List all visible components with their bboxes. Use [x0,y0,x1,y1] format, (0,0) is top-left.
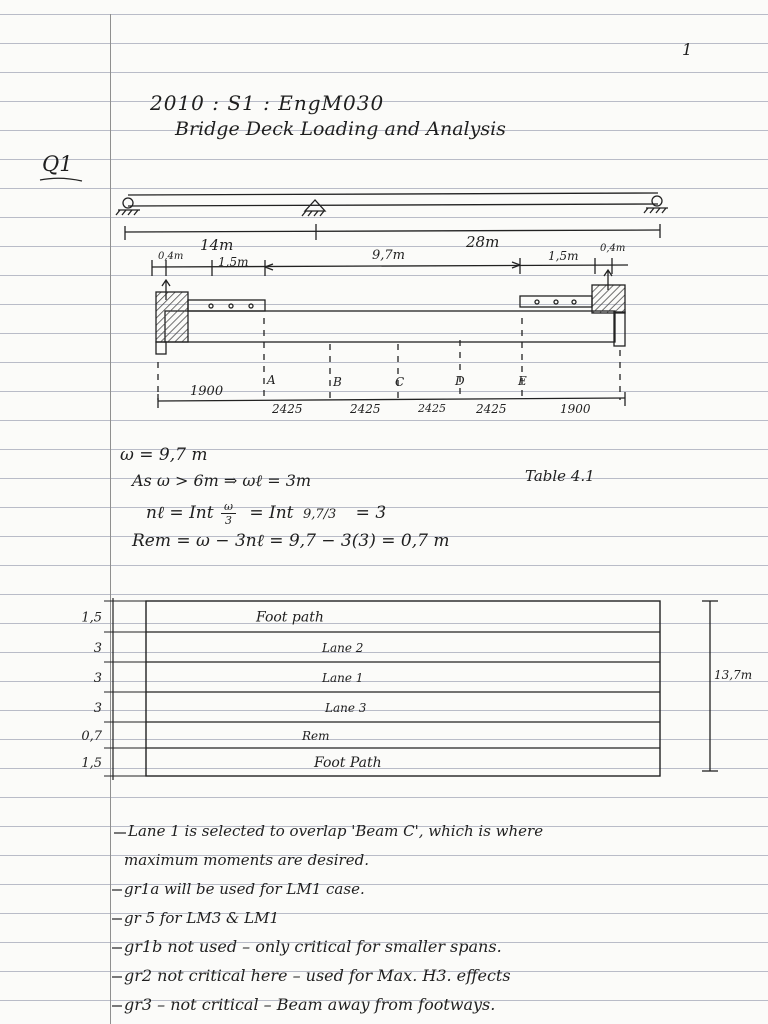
note-line-3: gr1a will be used for LM1 case. [124,880,365,898]
lane-table-total: 13,7m [714,668,753,682]
lane-row-label: Lane 3 [325,701,367,715]
span-left-label: 14m [200,236,234,254]
calc-nl-mid: = Int [249,503,294,523]
course-code-line: 2010 : S1 : EngM030 [150,91,385,115]
page-number: 1 [682,40,693,59]
beam-label-d: D [455,374,465,388]
lane-width-label: 1,5 [81,610,102,626]
page-title: Bridge Deck Loading and Analysis [175,118,506,140]
note-line-7: gr3 – not critical – Beam away from footways. [124,995,496,1014]
lane-width-label: 0,7 [81,729,102,744]
span-right-label: 28m [466,233,500,251]
spacing-ab: 2425 [272,402,303,416]
dim-9-7: 9,7m [372,248,406,263]
note-line-1: Lane 1 is selected to overlap 'Beam C', which is where [128,822,544,840]
spacing-bc: 2425 [350,402,381,416]
beam-label-b: B [333,375,342,389]
note-line-5: gr1b not used – only critical for smaller spans. [124,937,502,956]
lane-row-label: Lane 1 [322,671,364,685]
calc-frac1-den: 3 [224,514,232,527]
lane-row-label: Lane 2 [322,641,364,655]
lane-row-label: Foot Path [314,755,382,771]
beam-label-e: E [518,374,527,388]
note-line-2: maximum moments are desired. [124,851,369,869]
dim-0-4-right: 0,4m [600,243,626,254]
calc-width: ω = 9,7 m [120,445,208,465]
spacing-1900-right: 1900 [560,402,591,416]
lane-width-label: 1,5 [81,756,102,771]
spacing-de: 2425 [476,402,507,416]
calc-lane-width: As ω > 6m ⇒ ωℓ = 3m [132,471,312,490]
question-label: Q1 [42,152,73,176]
spacing-cd: 2425 [418,402,446,415]
lane-width-label: 3 [93,641,102,656]
dim-1-5-left: 1,5m [218,255,249,269]
lane-row-label: Foot path [256,609,324,626]
calc-frac1-num: ω [221,500,236,514]
table-reference: Table 4.1 [525,467,595,485]
dim-1-5-right: 1,5m [548,249,579,263]
beam-label-a: A [267,373,276,387]
note-line-6: gr2 not critical here – used for Max. H3. effects [124,966,511,985]
dim-0-4-left: 0,4m [158,251,184,262]
lane-row-label: Rem [302,729,330,743]
beam-label-c: C [395,375,405,389]
calc-frac2: 9,7/3 [302,507,337,522]
lane-width-label: 3 [93,701,102,716]
calc-nl-end: = 3 [355,503,387,523]
spacing-1900-left: 1900 [190,384,224,399]
note-line-4: gr 5 for LM3 & LM1 [124,909,279,927]
lane-width-label: 3 [93,671,102,686]
calc-nl-prefix: nℓ = Int [146,503,214,523]
calc-remainder: Rem = ω − 3nℓ = 9,7 − 3(3) = 0,7 m [132,531,450,551]
